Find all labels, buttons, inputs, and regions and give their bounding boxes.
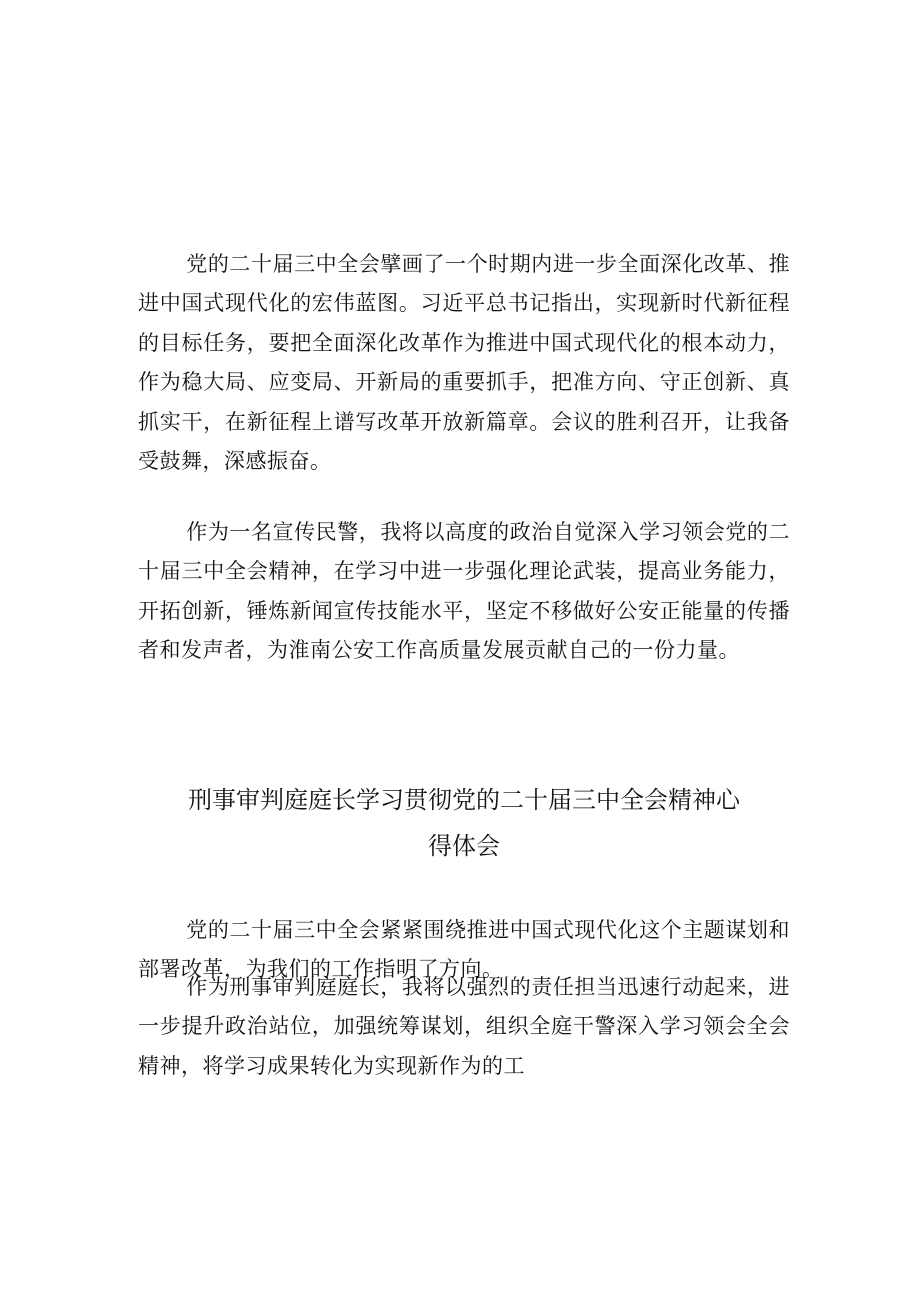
section2-title-line-1: 刑事审判庭庭长学习贯彻党的二十届三中全会精神心	[188, 786, 740, 814]
section2-paragraph-1: 党的二十届三中全会紧紧围绕推进中国式现代化这个主题谋划和部署改革，为我们的工作指明了方向。	[138, 918, 790, 982]
section2-title-line-2: 得体会	[428, 832, 500, 860]
section1-paragraph-2: 作为一名宣传民警，我将以高度的政治自觉深入学习领会党的二十届三中全会精神，在学习中进一步强化理论武装，提高业务能力，开拓创新，锤炼新闻宣传技能水平，坚定不移做好公安正能量的传播者和发声者，为淮南公安工作高质量发展贡献自己的一份力量。	[138, 520, 790, 663]
section2-title	[138, 777, 790, 869]
section2-paragraph-2: 作为刑事审判庭庭长，我将以强烈的责任担当迅速行动起来，进一步提升政治站位，加强统筹谋划，组织全庭干警深入学习领会全会精神，将学习成果转化为实现新作为的工	[138, 975, 790, 1078]
section1-paragraph-1: 党的二十届三中全会擘画了一个时期内进一步全面深化改革、推进中国式现代化的宏伟蓝图。习近平总书记指出，实现新时代新征程的目标任务，要把全面深化改革作为推进中国式现代化的根本动力，作为稳大局、应变局、开新局的重要抓手，把准方向、守正创新、真抓实干，在新征程上谱写改革开放新篇章。会议的胜利召开，让我备受鼓舞，深感振奋。	[138, 252, 790, 474]
